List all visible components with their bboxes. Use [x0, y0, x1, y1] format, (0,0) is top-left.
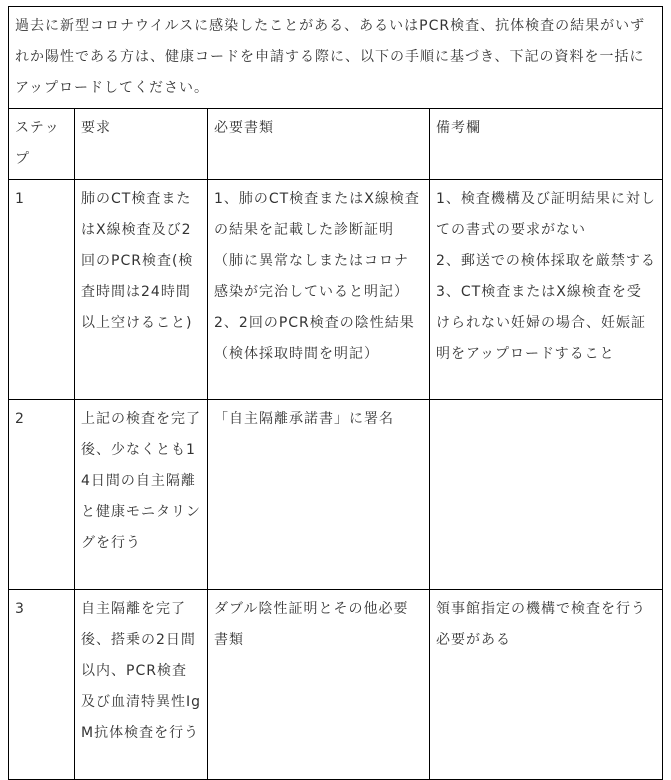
intro-text: 過去に新型コロナウイルスに感染したことがある、あるいはPCR検査、抗体検査の結果がいずれか陽性である方は、健康コードを申請する際に、以下の手順に基づき、下記の資料を一括にアップロードしてください。 — [9, 7, 663, 109]
health-code-upload-table — [8, 6, 663, 780]
header-step: ステップ — [9, 109, 75, 180]
header-documents: 必要書類 — [208, 109, 430, 180]
note-line: 1、検査機構及び証明結果に対しての書式の要求がない — [436, 191, 656, 238]
step-number: 1 — [9, 180, 75, 400]
notes-cell — [430, 590, 663, 780]
table-row — [9, 400, 663, 590]
header-notes: 備考欄 — [430, 109, 663, 180]
notes-cell — [430, 400, 663, 590]
header-row — [9, 109, 663, 180]
note-line: 3、CT検査またはX線検査を受けられない妊婦の場合、妊娠証明をアップロードすること — [436, 284, 646, 362]
header-requirement: 要求 — [75, 109, 208, 180]
step-number: 3 — [9, 590, 75, 780]
table-row — [9, 180, 663, 400]
requirement-cell: 上記の検査を完了後、少なくとも14日間の自主隔離と健康モニタリングを行う — [75, 400, 208, 590]
note-line: 領事館指定の機構で検査を行う必要がある — [436, 601, 646, 648]
notes-cell — [430, 180, 663, 400]
intro-row — [9, 7, 663, 109]
table-row — [9, 590, 663, 780]
documents-cell: 「自主隔離承諾書」に署名 — [208, 400, 430, 590]
requirement-cell: 自主隔離を完了後、搭乗の2日間以内、PCR検査及び血清特異性IgM抗体検査を行う — [75, 590, 208, 780]
note-line: 2、郵送での検体採取を厳禁する — [436, 253, 656, 269]
documents-cell: 1、肺のCT検査またはX線検査の結果を記載した診断証明（肺に異常なしまたはコロナ感染が完治していると明記）2、2回のPCR検査の陰性結果（検体採取時間を明記） — [208, 180, 430, 400]
step-number: 2 — [9, 400, 75, 590]
requirement-cell: 肺のCT検査またはX線検査及び2回のPCR検査(検査時間は24時間以上空けること) — [75, 180, 208, 400]
documents-cell: ダブル陰性証明とその他必要書類 — [208, 590, 430, 780]
